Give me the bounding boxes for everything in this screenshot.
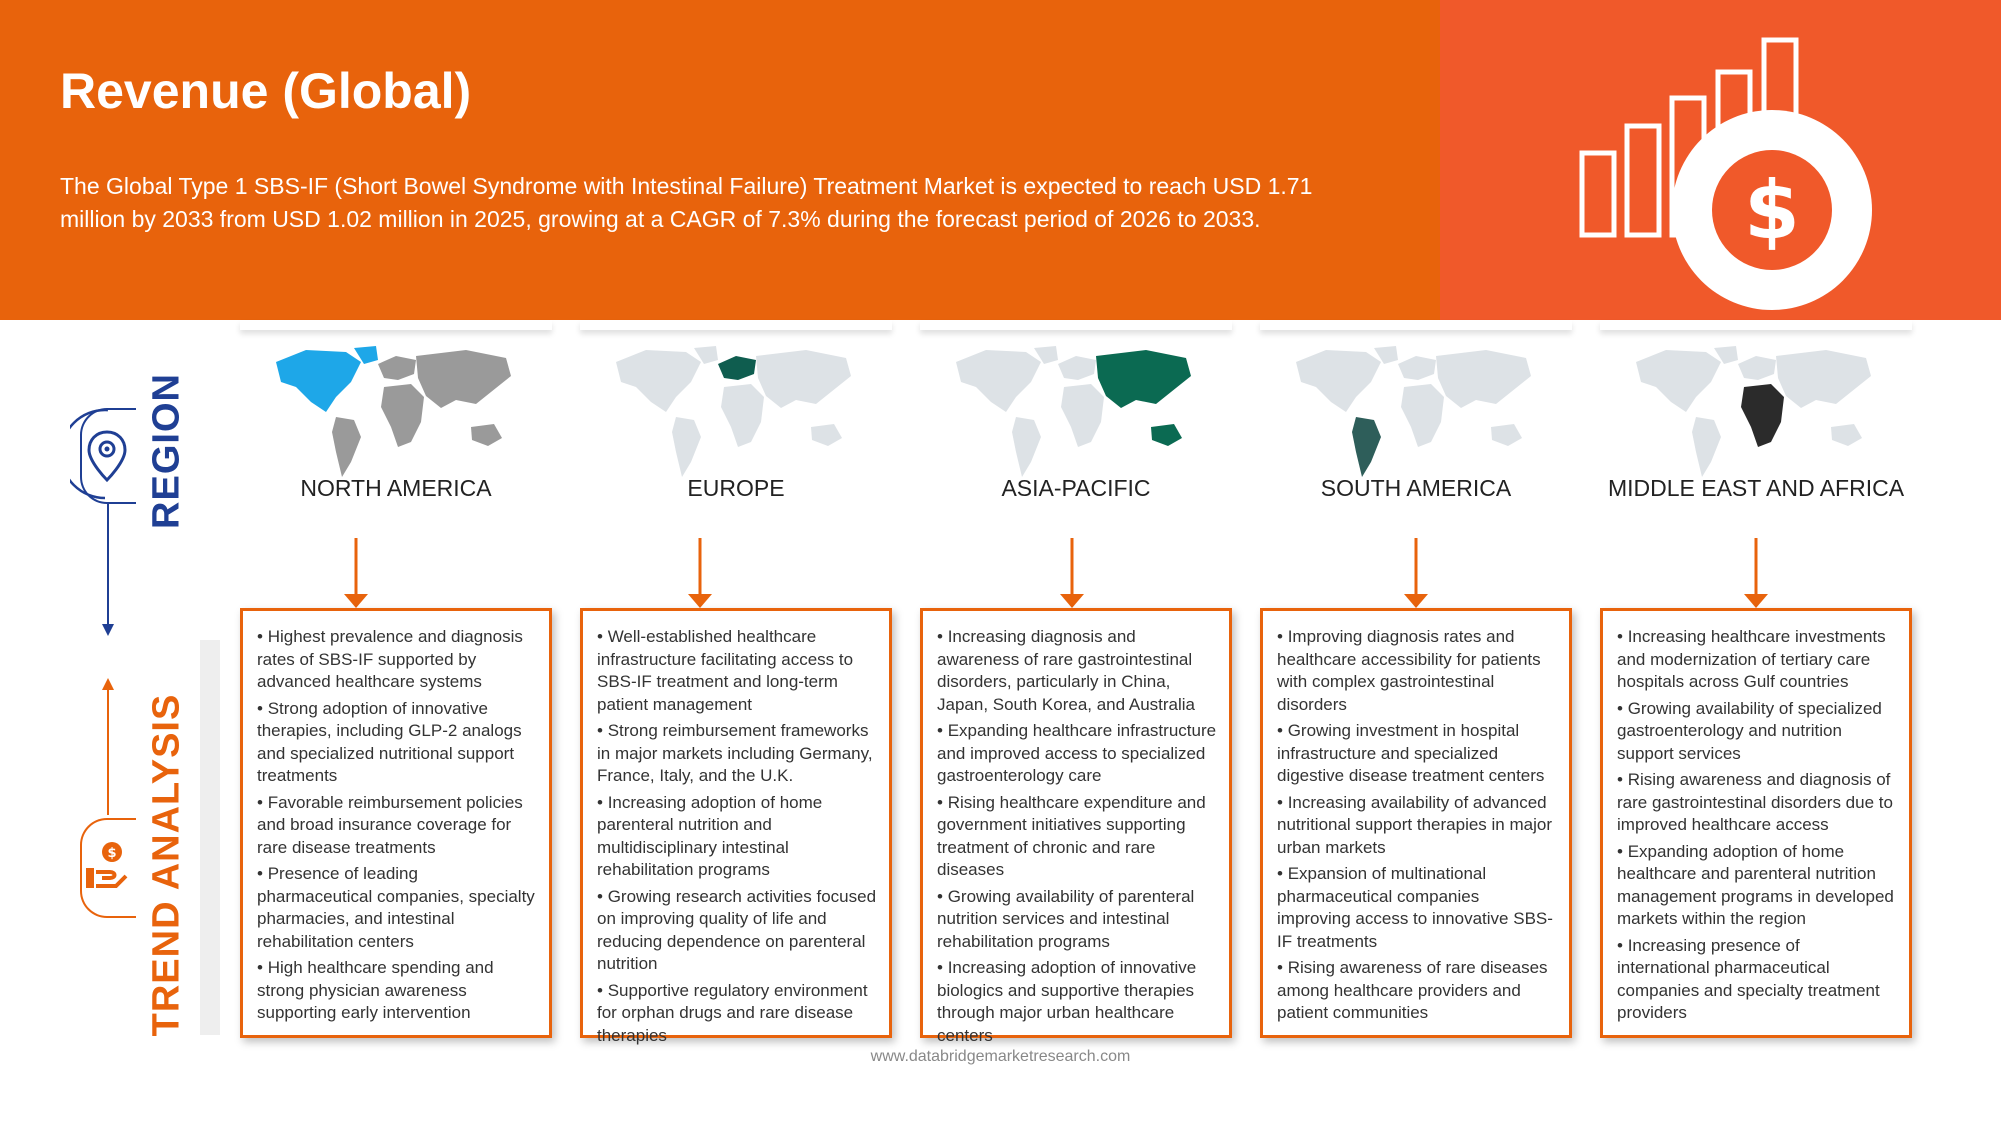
- trend-bullet: • Favorable reimbursement policies and broad insurance coverage for rare disease treatments: [257, 792, 537, 860]
- trend-box: [920, 608, 1232, 1045]
- trend-bullet: • Improving diagnosis rates and healthcare accessibility for patients with complex gastrointestinal disorders: [1277, 626, 1557, 716]
- region-section-label: REGION: [145, 372, 188, 529]
- region-name: EUROPE: [687, 475, 785, 501]
- down-arrow-icon: [920, 536, 1232, 608]
- svg-text:$: $: [107, 846, 117, 861]
- column-tab: [240, 320, 552, 330]
- trend-bullet: • Increasing adoption of home parenteral nutrition and multidisciplinary intestinal rehabilitation programs: [597, 792, 877, 882]
- down-arrow-icon: [240, 536, 552, 608]
- world-map-icon: [606, 342, 866, 482]
- world-map-icon: [1626, 342, 1886, 482]
- trend-bullet: • Strong adoption of innovative therapies, including GLP-2 analogs and specialized nutritional support treatments: [257, 698, 537, 788]
- trend-bullet: • Rising awareness and diagnosis of rare gastrointestinal disorders due to improved healthcare access: [1617, 769, 1897, 837]
- region-name: SOUTH AMERICA: [1320, 475, 1512, 501]
- trend-bullet: • Increasing healthcare investments and modernization of tertiary care hospitals across Gulf countries: [1617, 626, 1897, 694]
- market-description: The Global Type 1 SBS-IF (Short Bowel Syndrome with Intestinal Failure) Treatment Market is expected to reach USD 1.71 million by 2033 from USD 1.02 million in 2025, growing at a CAGR of 7.3% during the forecast period of 2026 to 2033.: [60, 173, 1313, 232]
- region-name: ASIA-PACIFIC: [1001, 475, 1151, 501]
- trend-bullet: • Growing availability of specialized gastroenterology and nutrition support services: [1617, 698, 1897, 766]
- trend-bullet: • Rising awareness of rare diseases among healthcare providers and patient communities: [1277, 957, 1557, 1025]
- trend-bullet: • Growing availability of parenteral nutrition services and intestinal rehabilitation programs: [937, 886, 1217, 954]
- trend-bullet: • Increasing diagnosis and awareness of rare gastrointestinal disorders, particularly in China, Japan, South Korea, and Australia: [937, 626, 1217, 716]
- trend-box: [240, 608, 552, 1038]
- down-arrow-icon: [580, 536, 892, 608]
- trend-box: [580, 608, 892, 1045]
- down-arrow-icon: [1260, 536, 1572, 608]
- trend-bullet: • Expanding healthcare infrastructure and improved access to specialized gastroenterology care: [937, 720, 1217, 788]
- trend-bullet: • Growing research activities focused on improving quality of life and reducing dependence on parenteral nutrition: [597, 886, 877, 976]
- trend-list: [1263, 611, 1569, 1025]
- trend-analysis-section-label: TREND ANALYSIS: [145, 693, 188, 1037]
- trend-bullet: • Highest prevalence and diagnosis rates of SBS-IF supported by advanced healthcare systems: [257, 626, 537, 694]
- footer-url: www.databridgemarketresearch.com: [870, 1048, 1131, 1065]
- trend-bullet: • Strong reimbursement frameworks in major markets including Germany, France, Italy, and the U.K.: [597, 720, 877, 788]
- page-title: Revenue (Global): [60, 63, 472, 119]
- hand-coin-icon: [82, 838, 132, 894]
- location-pin-icon: [85, 428, 129, 484]
- trend-bullet: • Increasing presence of international pharmaceutical companies and specialty treatment providers: [1617, 935, 1897, 1025]
- trend-bullet: • Supportive regulatory environment for orphan drugs and rare disease therapies: [597, 980, 877, 1048]
- trend-list: [243, 611, 549, 1025]
- trend-bullet: • Rising healthcare expenditure and government initiatives supporting treatment of chronic and rare diseases: [937, 792, 1217, 882]
- column-tab: [920, 320, 1232, 330]
- region-name: MIDDLE EAST AND AFRICA: [1607, 475, 1905, 501]
- world-map-icon: [1286, 342, 1546, 482]
- trend-list: [583, 611, 889, 1047]
- trend-list: [1603, 611, 1909, 1025]
- down-arrow-icon: [1600, 536, 1912, 608]
- trend-bullet: • Expansion of multinational pharmaceutical companies improving access to innovative SBS-IF treatments: [1277, 863, 1557, 953]
- region-name: NORTH AMERICA: [300, 475, 492, 501]
- column-tab: [1600, 320, 1912, 330]
- trend-bullet: • Expanding adoption of home healthcare and parenteral nutrition management programs in developed markets within the region: [1617, 841, 1897, 931]
- trend-box: [1260, 608, 1572, 1038]
- column-tab: [1260, 320, 1572, 330]
- trend-bullet: • Increasing adoption of innovative biologics and supportive therapies through major urban healthcare centers: [937, 957, 1217, 1047]
- trend-bullet: • Well-established healthcare infrastructure facilitating access to SBS-IF treatment and long-term patient management: [597, 626, 877, 716]
- world-map-icon: [266, 342, 526, 482]
- trend-bullet: • High healthcare spending and strong physician awareness supporting early intervention: [257, 957, 537, 1025]
- trend-list: [923, 611, 1229, 1047]
- svg-text:$: $: [1744, 164, 1800, 257]
- column-tab: [580, 320, 892, 330]
- trend-bullet: • Presence of leading pharmaceutical companies, specialty pharmacies, and intestinal rehabilitation centers: [257, 863, 537, 953]
- trend-box: [1600, 608, 1912, 1038]
- side-shadow-bar: [200, 640, 220, 1035]
- trend-bullet: • Increasing availability of advanced nutritional support therapies in major urban markets: [1277, 792, 1557, 860]
- trend-bullet: • Growing investment in hospital infrastructure and specialized digestive disease treatment centers: [1277, 720, 1557, 788]
- bar-chart-dollar-icon: [1560, 28, 1880, 318]
- world-map-icon: [946, 342, 1206, 482]
